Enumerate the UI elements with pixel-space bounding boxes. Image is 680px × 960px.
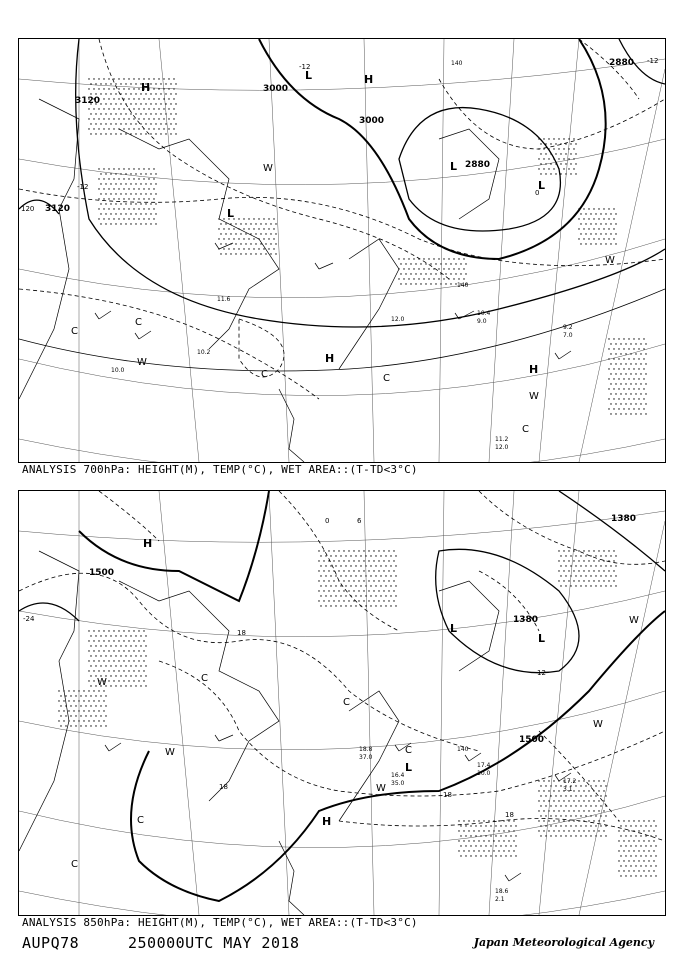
obs-temp: 9.2: [563, 324, 573, 331]
temp-label: -12: [77, 183, 89, 191]
obs-dewpoint: 12.0: [495, 444, 509, 451]
caption-850hpa: ANALYSIS 850hPa: HEIGHT(M), TEMP(°C), WET AREA::(T-TD<3°C): [22, 916, 418, 929]
grid-labels: [457, 746, 469, 753]
cold-mark: C: [383, 373, 390, 384]
low-center: L: [538, 179, 546, 192]
height-label: 1500: [89, 568, 115, 578]
warm-mark: W: [376, 783, 386, 794]
temp-label: 12: [537, 669, 546, 677]
temp-label: 0: [325, 517, 330, 525]
longitude-label: 140: [457, 282, 469, 289]
height-label: 1500: [519, 735, 545, 745]
cold-mark: C: [522, 424, 529, 435]
height-label: 2880: [609, 58, 635, 68]
height-label: 3000: [359, 116, 385, 126]
obs-temp: 18.8: [359, 746, 373, 753]
chart-panel-700hpa: [18, 38, 666, 463]
obs-temp: 11.6: [217, 296, 231, 303]
caption-700hpa: ANALYSIS 700hPa: HEIGHT(M), TEMP(°C), WET AREA::(T-TD<3°C): [22, 463, 418, 476]
low-center: L: [305, 69, 313, 82]
warm-mark: W: [97, 677, 107, 688]
temp-label: 120: [21, 205, 35, 213]
obs-temp: 10.2: [197, 349, 211, 356]
low-center: L: [450, 160, 458, 173]
cold-mark: C: [261, 369, 268, 380]
cold-mark: C: [137, 815, 144, 826]
high-center: H: [529, 363, 539, 376]
obs-temp: 16.4: [391, 772, 405, 779]
coastline: [19, 99, 499, 462]
cold-mark: C: [71, 859, 78, 870]
low-center: L: [538, 632, 546, 645]
height-contours: [19, 491, 665, 901]
air-mass-marks: [71, 163, 615, 435]
low-center: L: [405, 761, 413, 774]
low-center: L: [450, 622, 458, 635]
cold-mark: C: [71, 326, 78, 337]
cold-mark: C: [201, 673, 208, 684]
temp-label: 18: [219, 783, 228, 791]
longitude-label: 140: [451, 60, 463, 67]
coastline: [19, 551, 499, 915]
high-center: H: [143, 537, 153, 550]
height-labels: [89, 514, 636, 745]
chart-identifier: AUPQ78: [22, 934, 80, 952]
issue-time: 250000UTC MAY 2018: [128, 934, 300, 952]
graticule-meridians: [79, 39, 665, 462]
temp-label: 18: [443, 791, 452, 799]
obs-dewpoint: 2.1: [495, 896, 505, 903]
pressure-centers: [141, 69, 545, 376]
obs-dewpoint: 9.0: [477, 318, 487, 325]
map-850hpa: [19, 491, 665, 915]
temp-label: -24: [23, 615, 35, 623]
warm-mark: W: [605, 255, 615, 266]
height-label: 3120: [75, 96, 101, 106]
cold-mark: C: [135, 317, 142, 328]
obs-temp: 18.6: [495, 888, 509, 895]
high-center: H: [141, 81, 151, 94]
temp-label: 6: [357, 517, 362, 525]
cold-mark: C: [343, 697, 350, 708]
warm-mark: W: [137, 357, 147, 368]
station-observations: [111, 296, 573, 451]
temp-label: 18: [237, 629, 246, 637]
temp-label: -12: [647, 57, 659, 65]
obs-dewpoint: 35.0: [391, 780, 405, 787]
warm-mark: W: [165, 747, 175, 758]
obs-temp: 10.0: [111, 367, 125, 374]
temp-label: -12: [299, 63, 311, 71]
height-label: 1380: [611, 514, 637, 524]
wind-barbs: [105, 735, 571, 881]
height-label: 3120: [45, 204, 71, 214]
obs-dewpoint: 7.0: [563, 332, 573, 339]
obs-temp: 17.4: [477, 762, 491, 769]
map-700hpa: [19, 39, 665, 462]
chart-panel-850hpa: [18, 490, 666, 916]
warm-mark: W: [529, 391, 539, 402]
warm-mark: W: [629, 615, 639, 626]
wet-area-stipple: [58, 550, 656, 876]
high-center: H: [364, 73, 374, 86]
warm-mark: W: [593, 719, 603, 730]
cold-mark: C: [405, 745, 412, 756]
temperature-labels: [21, 57, 658, 213]
graticule-parallels: [19, 511, 665, 915]
air-mass-marks: [71, 615, 639, 870]
longitude-label: 140: [457, 746, 469, 753]
obs-dewpoint: 37.0: [359, 754, 373, 761]
temperature-labels: [23, 517, 546, 819]
height-label: 2880: [465, 160, 491, 170]
obs-temp: 12.0: [391, 316, 405, 323]
agency-name: Japan Meteorological Agency: [473, 936, 654, 949]
height-label: 3000: [263, 84, 289, 94]
high-center: H: [322, 815, 332, 828]
obs-dewpoint: 10.0: [477, 770, 491, 777]
isotherms: [19, 39, 665, 399]
warm-mark: W: [263, 163, 273, 174]
obs-temp: 10.4: [477, 310, 491, 317]
obs-temp: 17.2: [563, 778, 577, 785]
high-center: H: [325, 352, 335, 365]
low-center: L: [227, 207, 235, 220]
temp-label: 18: [505, 811, 514, 819]
height-label: 1380: [513, 615, 539, 625]
temp-label: 0: [535, 189, 540, 197]
obs-dewpoint: 3.1: [563, 786, 573, 793]
obs-temp: 11.2: [495, 436, 509, 443]
